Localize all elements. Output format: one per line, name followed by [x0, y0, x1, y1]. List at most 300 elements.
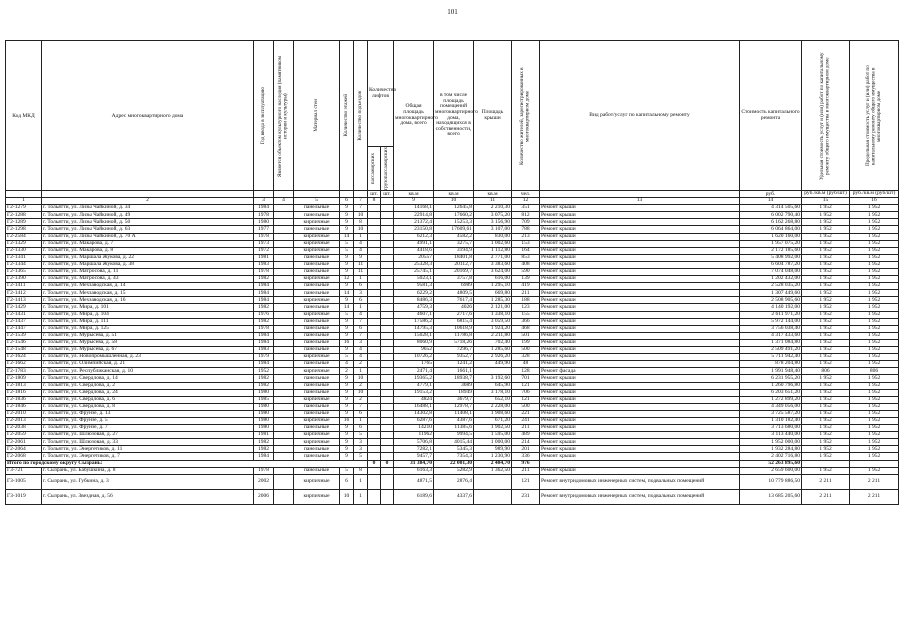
table-cell	[381, 446, 394, 453]
table-cell: 9	[340, 269, 354, 276]
table-cell: 1 952	[802, 389, 850, 396]
table-cell: Ремонт крыши	[540, 375, 740, 382]
units-row: шт. шт. кв.м кв.м кв.м чел. руб. руб./кв.м (руб/шт) руб./кв.м (руб/шт)	[6, 191, 899, 198]
table-cell: Ремонт крыши	[540, 254, 740, 261]
table-cell: 1 272 899,20	[740, 396, 802, 403]
table-cell: 500	[512, 347, 540, 354]
table-cell: 1981	[254, 254, 274, 261]
table-cell: 1 952	[802, 354, 850, 361]
table-cell: 669,80	[474, 290, 512, 297]
table-cell: г. Сызрань, ул. Звездная, д. 56	[42, 489, 254, 504]
table-cell: 1980	[254, 425, 274, 432]
table-cell: 1 952	[850, 396, 899, 403]
table-cell: 1982	[254, 375, 274, 382]
table-cell: 211	[512, 425, 540, 432]
table-cell: г. Тольятти, ул. Свердлова, д. 8	[42, 403, 254, 410]
table-cell: 6 203 651,20	[740, 389, 802, 396]
table-cell: 1 952	[802, 304, 850, 311]
table-cell: 3	[354, 439, 368, 446]
table-cell: г. Тольятти, ул. Шлюзовая, д. 27	[42, 432, 254, 439]
table-cell: Ремонт крыши	[540, 276, 740, 283]
table-cell: 2 211	[850, 474, 899, 489]
table-cell: 8486,3	[394, 297, 434, 304]
table-body	[6, 205, 899, 460]
table-row	[6, 432, 899, 439]
header-unit-cost: Удельная стоимость услуг и (или) работ по капитальному ремонту общего имущества в многоквартирном доме	[802, 41, 850, 191]
table-cell: 23150,8	[394, 226, 434, 233]
table-cell: Ремонт крыши	[540, 219, 740, 226]
table-cell: г. Тольятти, ул. Лизы Чайкиной, д. 50	[42, 219, 254, 226]
table-cell: Ремонт крыши	[540, 290, 740, 297]
table-cell: 1 295,10	[474, 283, 512, 290]
table-cell: 1	[354, 489, 368, 504]
table-cell: 7296,7	[434, 347, 474, 354]
table-cell: 853	[512, 254, 540, 261]
table-row	[6, 212, 899, 219]
table-cell	[274, 318, 294, 325]
header-work-type: Вид работ/услуг по капитальному ремонту	[540, 41, 740, 191]
table-cell: 1 952	[802, 453, 850, 460]
table-cell	[381, 354, 394, 361]
table-cell	[381, 332, 394, 339]
table-cell: 1 260 796,80	[740, 382, 802, 389]
table-cell: 500	[512, 403, 540, 410]
table-cell: кирпичные	[294, 368, 340, 375]
table-cell: 5	[354, 432, 368, 439]
table-cell: Ремонт крыши	[540, 361, 740, 368]
table-cell: 1978	[254, 212, 274, 219]
table-cell: 20557	[394, 254, 434, 261]
table-cell	[368, 403, 381, 410]
table-cell	[274, 453, 294, 460]
table-cell: 1 924,20	[474, 325, 512, 332]
table-cell: 22914,8	[394, 212, 434, 219]
table-cell: Ремонт внутридомовых инженерных систем, подвальных помещений	[540, 489, 740, 504]
table-cell: 1984	[254, 361, 274, 368]
table-cell: 702,40	[474, 339, 512, 346]
table-cell: 14	[340, 304, 354, 311]
table-cell	[274, 254, 294, 261]
table-cell: 9	[354, 254, 368, 261]
table-row	[6, 332, 899, 339]
table-row	[6, 474, 899, 489]
table-cell: 10 779 886,50	[740, 474, 802, 489]
table-cell: 9	[340, 410, 354, 417]
table-cell: 830,00	[474, 233, 512, 240]
table-cell: панельные	[294, 332, 340, 339]
table-cell: 9	[340, 403, 354, 410]
table-cell: кирпичные	[294, 219, 340, 226]
table-cell: 6229,2	[394, 290, 434, 297]
table-cell	[368, 226, 381, 233]
table-cell	[274, 276, 294, 283]
table-cell: 812	[512, 212, 540, 219]
table-cell: 1984	[254, 332, 274, 339]
table-cell: 9	[340, 325, 354, 332]
table-cell: 1 952	[850, 339, 899, 346]
table-cell: 10	[354, 212, 368, 219]
table-cell	[381, 212, 394, 219]
table-cell: 3 756 038,40	[740, 325, 802, 332]
summary-row: Итого по городскому округу Сызрань: 0 0 31 384,70 22 001,30 2 404,70 976 52 263 895,60	[6, 460, 899, 467]
table-row	[6, 410, 899, 417]
table-cell: 121	[512, 382, 540, 389]
table-row	[6, 304, 899, 311]
table-cell: 2471,4	[394, 368, 434, 375]
table-cell: 6	[354, 297, 368, 304]
header-lifts-freight: грузопассажирских	[381, 147, 394, 191]
table-cell: 1 952	[802, 226, 850, 233]
table-row	[6, 439, 899, 446]
table-cell: Ремонт крыши	[540, 325, 740, 332]
table-cell	[381, 240, 394, 247]
table-cell: 1982	[254, 446, 274, 453]
table-cell	[381, 474, 394, 489]
table-cell: 5345,3	[434, 446, 474, 453]
table-cell: 1 952	[850, 332, 899, 339]
table-cell: 1 112,80	[474, 247, 512, 254]
table-cell	[274, 205, 294, 212]
table-cell: панельные	[294, 410, 340, 417]
table-cell	[368, 368, 381, 375]
table-cell: 3 192,60	[474, 375, 512, 382]
table-cell: кирпичные	[294, 396, 340, 403]
table-cell: 9	[340, 283, 354, 290]
table-cell	[274, 389, 294, 396]
table-cell: 9652	[394, 347, 434, 354]
table-cell	[274, 467, 294, 474]
table-cell: панельные	[294, 382, 340, 389]
table-cell	[381, 290, 394, 297]
table-cell: Ремонт крыши	[540, 304, 740, 311]
table-cell: 14	[340, 233, 354, 240]
table-cell	[381, 205, 394, 212]
table-cell: 10	[354, 389, 368, 396]
table-cell: 25745,1	[394, 269, 434, 276]
table-cell	[381, 489, 394, 504]
table-cell: Г2-1289	[6, 219, 42, 226]
table-cell: панельные	[294, 212, 340, 219]
table-cell: 15028,1	[394, 332, 434, 339]
table-cell: 1 952	[802, 212, 850, 219]
table-cell: 11385,6	[434, 425, 474, 432]
table-body-syzran	[6, 467, 899, 504]
table-row	[6, 247, 899, 254]
table-row	[6, 403, 899, 410]
table-cell: 17609,61	[434, 226, 474, 233]
table-cell: 1 952	[850, 389, 899, 396]
header-year: Год ввода в эксплуатацию	[254, 41, 274, 191]
table-cell	[381, 425, 394, 432]
table-cell: 3 624,00	[474, 269, 512, 276]
table-cell: 4809,5	[434, 290, 474, 297]
table-cell: 9	[340, 389, 354, 396]
header-limit-cost: Предельная стоимость услуг и (или) работ по капитальному ремонту общего имущества в многоквартирном доме	[850, 41, 899, 191]
table-cell: 4 140 192,00	[740, 304, 802, 311]
table-cell: Ремонт крыши	[540, 347, 740, 354]
table-cell	[381, 439, 394, 446]
table-cell: кирпичные	[294, 247, 340, 254]
table-row	[6, 467, 899, 474]
table-cell: 18938,7	[434, 375, 474, 382]
table-cell: Ремонт крыши	[540, 467, 740, 474]
table-row	[6, 219, 899, 226]
table-cell	[381, 403, 394, 410]
table-cell: г. Тольятти, ул. Макарова, д. 8	[42, 247, 254, 254]
table-cell	[274, 297, 294, 304]
table-cell	[381, 297, 394, 304]
table-cell: 3 178,10	[474, 389, 512, 396]
table-cell: панельные	[294, 290, 340, 297]
table-cell: 2 228,00	[474, 403, 512, 410]
table-cell: Ремонт крыши	[540, 226, 740, 233]
table-cell	[381, 382, 394, 389]
table-row	[6, 375, 899, 382]
table-cell	[274, 226, 294, 233]
table-cell: 1 952	[850, 361, 899, 368]
header-cost: Стоимость капитального ремонта	[740, 41, 802, 191]
table-cell	[368, 311, 381, 318]
table-cell: 7	[354, 205, 368, 212]
table-cell: 4871,5	[394, 474, 434, 489]
table-cell: 9	[340, 332, 354, 339]
table-cell: 4	[354, 347, 368, 354]
table-cell: 4	[354, 247, 368, 254]
table-cell: 14302,8	[394, 410, 434, 417]
table-cell: 449,90	[474, 361, 512, 368]
table-cell: 701	[512, 375, 540, 382]
table-cell: 4 314 505,60	[740, 205, 802, 212]
table-cell: г. Тольятти, ул. Лизы Чайкиной, д. 63	[42, 226, 254, 233]
table-cell	[368, 417, 381, 424]
table-cell: г. Тольятти, ул. Макарова, д. 7	[42, 240, 254, 247]
table-cell: 3689	[434, 382, 474, 389]
table-cell: 9	[340, 347, 354, 354]
header-owned-area: в том числе площадь помещений многоквартирного дома, находящихся в собственности, всего	[434, 41, 474, 191]
table-cell: 489	[512, 432, 540, 439]
table-cell: 4	[354, 311, 368, 318]
table-cell: 1 952	[802, 219, 850, 226]
table-cell: г. Тольятти, ул. Фрунзе, д. 13	[42, 410, 254, 417]
table-cell: 6287,6	[394, 417, 434, 424]
header-lifts: Количество лифтов	[368, 41, 394, 147]
table-cell: 5 711 942,40	[740, 354, 802, 361]
table-cell: Ремонт крыши	[540, 382, 740, 389]
table-cell: 1 952	[802, 347, 850, 354]
table-cell	[274, 354, 294, 361]
table-row	[6, 226, 899, 233]
table-cell: 2	[354, 382, 368, 389]
table-cell	[274, 410, 294, 417]
table-cell: г. Сызрань, ул. Губкина, д. 3	[42, 474, 254, 489]
table-cell	[368, 240, 381, 247]
table-cell: 211	[512, 290, 540, 297]
table-cell: 8	[354, 467, 368, 474]
table-cell: 1980	[254, 417, 274, 424]
table-cell: 6989	[434, 283, 474, 290]
table-cell: Г2-1809	[6, 375, 42, 382]
table-cell: 1	[354, 474, 368, 489]
table-cell: 221	[512, 410, 540, 417]
table-cell: 155	[512, 311, 540, 318]
table-cell	[381, 318, 394, 325]
table-cell: 5 408 992,00	[740, 254, 802, 261]
table-cell: панельные	[294, 325, 340, 332]
table-cell: 9	[340, 226, 354, 233]
header-roof-area: Площадь крыши	[474, 41, 512, 191]
table-cell: 1 952	[802, 254, 850, 261]
table-row	[6, 233, 899, 240]
table-cell	[274, 417, 294, 424]
table-cell: 5706,8	[394, 439, 434, 446]
table-cell: 616,00	[474, 276, 512, 283]
table-row	[6, 297, 899, 304]
table-cell: 9	[340, 212, 354, 219]
table-cell: 6	[354, 325, 368, 332]
table-cell	[274, 368, 294, 375]
table-cell: Г2-1813	[6, 382, 42, 389]
table-cell	[274, 261, 294, 268]
table-cell: 3 059,50	[474, 318, 512, 325]
table-cell: Г2-2038	[6, 425, 42, 432]
table-cell: 1980	[254, 389, 274, 396]
table-cell	[381, 347, 394, 354]
table-cell: 4759,3	[394, 304, 434, 311]
table-cell: Ремонт крыши	[540, 233, 740, 240]
table-cell: 1 952	[802, 467, 850, 474]
table-cell	[368, 474, 381, 489]
table-cell: 1 952	[802, 425, 850, 432]
table-cell: 1 952	[802, 432, 850, 439]
table-cell: 12645,8	[434, 205, 474, 212]
table-cell: 1980	[254, 403, 274, 410]
table-cell: 1 952	[850, 240, 899, 247]
table-cell: 1	[354, 233, 368, 240]
table-cell: 2 211	[802, 474, 850, 489]
table-cell	[381, 389, 394, 396]
table-cell	[381, 375, 394, 382]
table-cell	[368, 247, 381, 254]
table-cell: 1 202 432,00	[740, 276, 802, 283]
table-row	[6, 339, 899, 346]
table-cell	[368, 297, 381, 304]
table-cell: 1984	[254, 290, 274, 297]
table-cell: кирпичные	[294, 489, 340, 504]
table-cell: 1982	[254, 382, 274, 389]
table-cell: 2 210,30	[474, 205, 512, 212]
table-cell: Г2-1341	[6, 254, 42, 261]
table-cell: 1 307 449,60	[740, 290, 802, 297]
table-cell: панельные	[294, 467, 340, 474]
table-cell: 1981	[254, 432, 274, 439]
table-cell: 1 952	[802, 446, 850, 453]
table-cell: 1 000,00	[474, 439, 512, 446]
table-cell: 4	[340, 361, 354, 368]
table-cell: Ремонт крыши	[540, 417, 740, 424]
table-cell: Г2-2068	[6, 453, 42, 460]
table-row	[6, 325, 899, 332]
table-cell: Ремонт крыши	[540, 389, 740, 396]
table-cell: 16488,1	[394, 403, 434, 410]
table-cell: г. Тольятти, ул. Матросова, д. 43	[42, 276, 254, 283]
table-cell	[381, 453, 394, 460]
table-cell: Г2-2059	[6, 432, 42, 439]
table-cell: Г2-1662	[6, 361, 42, 368]
table-cell: 2	[354, 396, 368, 403]
table-cell: 121	[512, 396, 540, 403]
table-cell: 4	[354, 354, 368, 361]
table-cell: 1 230,90	[474, 453, 512, 460]
table-row	[6, 361, 899, 368]
table-cell: 7	[354, 318, 368, 325]
table-row	[6, 254, 899, 261]
table-cell: Г2-1429	[6, 304, 42, 311]
table-cell: Г2-1539	[6, 332, 42, 339]
table-cell: панельные	[294, 226, 340, 233]
table-row	[6, 489, 899, 504]
table-cell: панельные	[294, 361, 340, 368]
table-cell	[368, 269, 381, 276]
table-cell: 1 952	[850, 467, 899, 474]
table-cell: 1984	[254, 205, 274, 212]
table-row	[6, 205, 899, 212]
table-row	[6, 382, 899, 389]
table-cell: г. Тольятти, ул. Лизы Чайкиной, д. 49	[42, 212, 254, 219]
table-cell: 806	[802, 368, 850, 375]
table-cell: 1 620 160,00	[740, 233, 802, 240]
table-cell: 4824	[394, 396, 434, 403]
table-cell: 5023,1	[394, 276, 434, 283]
table-cell	[368, 261, 381, 268]
table-cell: 1 952 000,00	[740, 439, 802, 446]
table-cell: Ремонт крыши	[540, 212, 740, 219]
table-cell: г. Тольятти, ул. Матросова, д. 11	[42, 269, 254, 276]
table-cell: 1977	[254, 226, 274, 233]
table-cell: 1 952	[850, 382, 899, 389]
table-cell: 4015,44	[434, 439, 474, 446]
table-cell	[368, 283, 381, 290]
table-cell: 5 972 144,00	[740, 318, 802, 325]
table-cell: Ремонт крыши	[540, 396, 740, 403]
table-cell	[274, 304, 294, 311]
table-cell: г. Сызрань, ул. Бабушкина, д. 8	[42, 467, 254, 474]
table-cell: Г2-1846	[6, 403, 42, 410]
table-cell: 164	[512, 247, 540, 254]
table-row	[6, 240, 899, 247]
table-cell: г. Тольятти, ул. Мехзаводская, д. 16	[42, 297, 254, 304]
header-lifts-passenger: пассажирских	[368, 147, 381, 191]
table-cell: 12	[340, 276, 354, 283]
table-cell: 1 952	[850, 290, 899, 297]
table-cell	[368, 375, 381, 382]
table-cell	[274, 432, 294, 439]
table-cell: панельные	[294, 453, 340, 460]
table-cell: 11408,1	[434, 410, 474, 417]
table-cell: 6	[354, 425, 368, 432]
table-cell	[368, 318, 381, 325]
table-cell: кирпичные	[294, 474, 340, 489]
table-cell: 9	[340, 446, 354, 453]
table-cell: 1 952	[802, 439, 850, 446]
table-cell: 9457,7	[394, 453, 434, 460]
table-cell	[381, 233, 394, 240]
table-cell	[274, 339, 294, 346]
table-cell: 590	[512, 269, 540, 276]
table-cell: 16	[340, 417, 354, 424]
table-cell: 1	[354, 417, 368, 424]
table-cell: 5718,26	[434, 339, 474, 346]
table-cell: 1 957 075,20	[740, 240, 802, 247]
